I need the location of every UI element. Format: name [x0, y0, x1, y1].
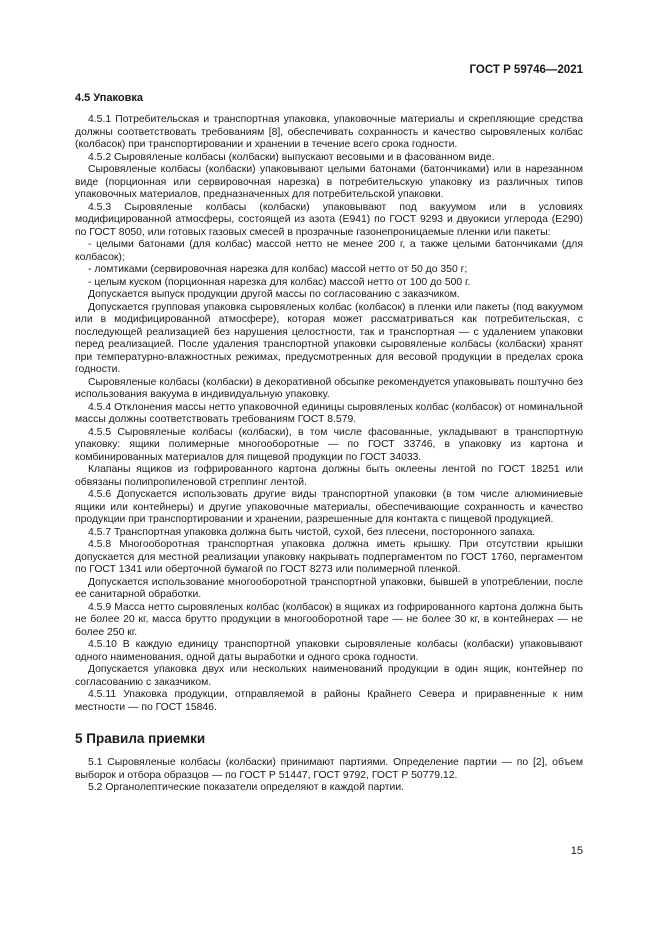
- paragraph: 4.5.3 Сыровяленые колбасы (колбаски) упаковывают под вакуумом или в условиях модифицированной атмосферы, состоящей из азота (Е941) по ГОСТ 9293 и двуокиси углерода (Е290) по ГОСТ 8050, или готовых газовых смесей в прозрачные газонепроницаемые пленки или пакеты:: [75, 201, 583, 238]
- paragraph: Допускается использование многооборотной транспортной упаковки, бывшей в употреблении, после ее санитарной обработки.: [75, 576, 583, 600]
- paragraph: 5.1 Сыровяленые колбасы (колбаски) принимают партиями. Определение партии — по [2], объем выборок и отбора образцов — по ГОСТ Р 51447, ГОСТ 9792, ГОСТ Р 50779.12.: [75, 757, 583, 781]
- list-item: - целыми батонами (для колбас) массой нетто не менее 200 г, а также целыми батончиками (для колбасок);: [75, 239, 583, 263]
- section-title-packaging: 4.5 Упаковка: [75, 92, 143, 104]
- document-header: ГОСТ Р 59746—2021: [469, 64, 583, 76]
- paragraph: 4.5.5 Сыровяленые колбасы (колбаски), в том числе фасованные, укладывают в транспортную упаковку: ящики полимерные многооборотные — по ГОСТ 33746, в упаковку из картона и комбинированных материалов для пищевой продукции по ГОСТ 34033.: [75, 426, 583, 463]
- list-item: - целым куском (порционная нарезка для колбас) массой нетто от 100 до 500 г.: [88, 276, 471, 288]
- paragraph: Сыровяленые колбасы (колбаски) упаковывают целыми батонами (батончиками) или в нарезанном виде (порционная или сервировочная нарезка) в потребительскую упаковку из различных типов упаковочных материалов, предназначенных для потребительской упаковки.: [75, 164, 583, 200]
- paragraph: Допускается выпуск продукции другой массы по согласованию с заказчиком.: [88, 289, 460, 300]
- paragraph: 5.2 Органолептические показатели определяют в каждой партии.: [88, 782, 405, 793]
- section-title-acceptance: 5 Правила приемки: [75, 731, 206, 746]
- paragraph: Допускается упаковка двух или нескольких наименований продукции в один ящик, контейнер по согласованию с заказчиком.: [75, 664, 583, 688]
- paragraph: 4.5.6 Допускается использовать другие виды транспортной упаковки (в том числе алюминиевые ящики или контейнеры) и другие упаковочные материалы, обеспечивающие сохранность и качество продукции при транспортировании и хранении, разрешенные для контакта с пищевой продукцией.: [75, 489, 583, 525]
- paragraph: 4.5.9 Масса нетто сыровяленых колбас (колбасок) в ящиках из гофрированного картона должна быть не более 20 кг, масса брутто продукции в многооборотной таре — не более 30 кг, в контейнерах — не более 250 кг.: [75, 601, 583, 638]
- list-item: - ломтиками (сервировочная нарезка для колбас) массой нетто от 50 до 350 г;: [88, 264, 468, 275]
- paragraph: 4.5.10 В каждую единицу транспортной упаковки сыровяленые колбасы (колбаски) упаковывают одного наименования, одной даты выработки и одного срока годности.: [75, 639, 583, 663]
- paragraph: Сыровяленые колбасы (колбаски) в декоративной обсыпке рекомендуется упаковывать поштучно без использования вакуума в индивидуальную упаковку.: [75, 376, 583, 400]
- paragraph: 4.5.4 Отклонения массы нетто упаковочной единицы сыровяленых колбас (колбасок) от номинальной массы должны соответствовать требованиям ГОСТ 8.579.: [75, 401, 583, 425]
- paragraph: 4.5.11 Упаковка продукции, отправляемой в районы Крайнего Севера и приравненные к ним местности — по ГОСТ 15846.: [75, 689, 583, 713]
- paragraph: 4.5.8 Многооборотная транспортная упаковка должна иметь крышку. При отсутствии крышки допускается для местной реализации упаковку накрывать подпергаментом по ГОСТ 1760, пергаментом по ГОСТ 1341 или оберточной бумагой по ГОСТ 8273 или полимерной пленкой.: [75, 539, 583, 575]
- page-content: [75, 92, 583, 795]
- paragraph: 4.5.1 Потребительская и транспортная упаковка, упаковочные материалы и скрепляющие средства должны соответствовать требованиям [8], обеспечивать сохранность и качество сыровяленых колбас (колбасок) при транспортировании и хранении в течение всего срока годности.: [75, 114, 583, 150]
- paragraph: Клапаны ящиков из гофрированного картона должны быть оклеены лентой по ГОСТ 18251 или обвязаны полипропиленовой стреппинг лентой.: [75, 464, 583, 488]
- paragraph: 4.5.7 Транспортная упаковка должна быть чистой, сухой, без плесени, посторонного запаха.: [88, 526, 536, 538]
- paragraph: 4.5.2 Сыровяленые колбасы (колбаски) выпускают весовыми и в фасованном виде.: [88, 151, 495, 163]
- page-number: 15: [570, 845, 583, 857]
- paragraph: Допускается групповая упаковка сыровяленых колбас (колбасок) в пленки или пакеты (под вакуумом или в модифицированной атмосфере), которая может рассматриваться как потребительская, с последующей реализацией без нарушения целостности, так и транспортная — с удалением упаковки перед реализацией. После удаления транспортной упаковки сыровяленые колбасы (колбаски) хранят при температурно-влажностных режимах, предусмотренных для весовой продукции в пределах срока годности.: [75, 301, 583, 375]
